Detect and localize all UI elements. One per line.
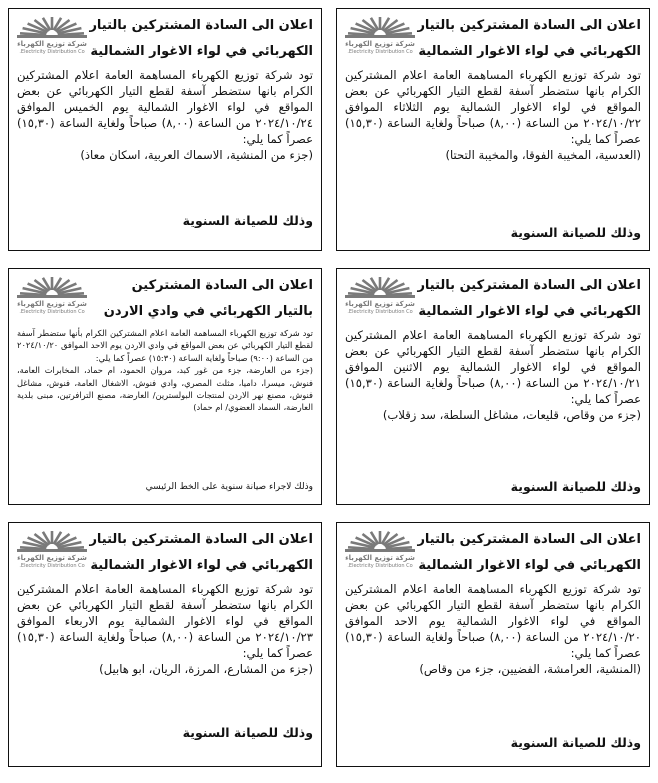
svg-text:Electricity Distribution Co.: Electricity Distribution Co. bbox=[19, 563, 85, 569]
company-logo bbox=[343, 15, 417, 55]
notice-card bbox=[336, 268, 650, 505]
notice-areas: (المنشية، العرامشة، الفضيين، جزء من وقاص) bbox=[419, 662, 641, 676]
notice-title bbox=[417, 273, 641, 325]
company-logo bbox=[15, 15, 89, 55]
notice-footer: وذلك للصيانة السنوية bbox=[510, 225, 641, 240]
notice-card bbox=[8, 8, 322, 251]
notice-footer: وذلك لاجراء صيانة سنوية على الخط الرئيسي bbox=[145, 482, 313, 492]
notice-title-line2: بالتيار الكهربائي في وادي الاردن bbox=[103, 304, 313, 319]
company-logo bbox=[15, 529, 89, 569]
svg-text:Electricity Distribution Co.: Electricity Distribution Co. bbox=[19, 49, 85, 55]
notice-title-line1: اعلان الى السادة المشتركين bbox=[131, 278, 313, 293]
notice-footer: وذلك للصيانة السنوية bbox=[510, 479, 641, 494]
notice-title-line2: الكهربائي في لواء الاغوار الشمالية bbox=[418, 558, 641, 573]
svg-text:Electricity Distribution Co.: Electricity Distribution Co. bbox=[347, 309, 413, 315]
notice-title bbox=[89, 13, 313, 65]
notice-title-line1: اعلان الى السادة المشتركين بالتيار bbox=[417, 532, 641, 547]
notice-title bbox=[417, 527, 641, 579]
notice-footer: وذلك للصيانة السنوية bbox=[510, 735, 641, 750]
notice-areas: (العدسية، المخيبة الفوقا، والمخيبة التحتا) bbox=[445, 148, 641, 162]
notice-title-line1: اعلان الى السادة المشتركين بالتيار bbox=[89, 18, 313, 33]
notice-body: تود شركة توزيع الكهرباء المساهمة العامة اعلام المشتركين الكرام بانها ستضطر آسفة لقطع التيار الكهربائي عن بعض المواقع في لواء الاغوار الشمالية يوم الثلاثاء الموافق ٢٠٢٤/١٠/٢٢ من الساعة (٨,٠٠) صباحاً ولغاية الساعة (١٥,٣٠) عصراً كما يلي: bbox=[345, 68, 641, 146]
company-logo bbox=[343, 529, 417, 569]
notice-areas: (جزء من وقاص، قليعات، مشاغل السلطة، سد زقلاب) bbox=[382, 408, 641, 422]
logo-sunburst-icon bbox=[15, 275, 89, 315]
notice-title-line2: الكهربائي في لواء الاغوار الشمالية bbox=[90, 44, 313, 59]
svg-text:شركة توزيع الكهرباء: شركة توزيع الكهرباء bbox=[345, 554, 415, 562]
notice-body: تود شركة توزيع الكهرباء المساهمة العامة اعلام المشتركين الكرام بانها ستضطر آسفة لقطع التيار الكهربائي عن بعض المواقع في لواء الاغوار الشمالية يوم الاحد الموافق ٢٠٢٤/١٠/٢٠ من الساعة (٨,٠٠) صباحاً ولغاية الساعة (١٥,٣٠) عصراً كما يلي: bbox=[345, 582, 641, 660]
notice-areas: (جزء من المنشية، الاسماك العربية، اسكان معاذ) bbox=[80, 148, 313, 162]
logo-sunburst-icon bbox=[343, 275, 417, 315]
logo-sunburst-icon bbox=[15, 15, 89, 55]
logo-sunburst-icon bbox=[343, 15, 417, 55]
notice-title bbox=[417, 13, 641, 65]
logo-sunburst-icon bbox=[15, 529, 89, 569]
notice-card bbox=[8, 268, 322, 505]
notice-title-line2: الكهربائي في لواء الاغوار الشمالية bbox=[418, 44, 641, 59]
company-logo bbox=[343, 275, 417, 315]
notice-title-line2: الكهربائي في لواء الاغوار الشمالية bbox=[90, 558, 313, 573]
svg-text:شركة توزيع الكهرباء: شركة توزيع الكهرباء bbox=[17, 554, 87, 562]
notice-body: تود شركة توزيع الكهرباء المساهمة العامة اعلام المشتركين الكرام بأنها ستضطر آسفة لقطع التيار الكهربائي عن بعض المواقع في وادي الاردن يوم الاحد الموافق ٢٠٢٤/١٠/٢٠ من الساعة (٩:٠٠) صباحاً ولغاية الساعة (١٥:٣٠) عصراً كما يلي: bbox=[17, 328, 313, 363]
svg-text:Electricity Distribution Co.: Electricity Distribution Co. bbox=[19, 309, 85, 315]
notice-card bbox=[336, 8, 650, 251]
notice-areas: (جزء من العارضة، جزء من غور كبد، مروان الحمود، ام حماد، المخابرات العامة، فنوش، ميسرا، داميا، مثلث المصري، وادي فنوش، الاشغال العامة، فنوش، مشاغل فنوش، مصنع نهر الاردن لمنتجات البولسترين/ العارضة، مصنع الترافرتين، مبنى بلدية العارضة، السماد العضوي/ ام حماد) bbox=[17, 365, 313, 413]
notice-title-line1: اعلان الى السادة المشتركين بالتيار bbox=[417, 18, 641, 33]
notice-card bbox=[8, 522, 322, 767]
svg-text:شركة توزيع الكهرباء: شركة توزيع الكهرباء bbox=[345, 40, 415, 48]
notice-title-line1: اعلان الى السادة المشتركين بالتيار bbox=[89, 532, 313, 547]
notice-card bbox=[336, 522, 650, 767]
svg-text:شركة توزيع الكهرباء: شركة توزيع الكهرباء bbox=[345, 300, 415, 308]
svg-text:Electricity Distribution Co.: Electricity Distribution Co. bbox=[347, 563, 413, 569]
notice-body: تود شركة توزيع الكهرباء المساهمة العامة اعلام المشتركين الكرام بانها ستضطر آسفة لقطع التيار الكهربائي عن بعض المواقع في لواء الاغوار الشمالية يوم الخميس الموافق ٢٠٢٤/١٠/٢٤ من الساعة (٨,٠٠) صباحاً ولغاية الساعة (١٥,٣٠) عصراً كما يلي: bbox=[17, 68, 313, 146]
notice-title-line1: اعلان الى السادة المشتركين بالتيار bbox=[417, 278, 641, 293]
notice-areas: (جزء من المشارع، المرزة، الريان، ابو هابيل) bbox=[99, 662, 313, 676]
notice-footer: وذلك للصيانة السنوية bbox=[182, 213, 313, 228]
svg-text:شركة توزيع الكهرباء: شركة توزيع الكهرباء bbox=[17, 40, 87, 48]
logo-sunburst-icon bbox=[343, 529, 417, 569]
notice-title bbox=[89, 527, 313, 579]
notice-body: تود شركة توزيع الكهرباء المساهمة العامة اعلام المشتركين الكرام بانها ستضطر آسفة لقطع التيار الكهربائي عن بعض المواقع في لواء الاغوار الشمالية يوم الاثنين الموافق ٢٠٢٤/١٠/٢١ من الساعة (٨,٠٠) صباحاً ولغاية الساعة (١٥,٣٠) عصراً كما يلي: bbox=[345, 328, 641, 406]
notice-title-line2: الكهربائي في لواء الاغوار الشمالية bbox=[418, 304, 641, 319]
notice-footer: وذلك للصيانة السنوية bbox=[182, 725, 313, 740]
svg-text:Electricity Distribution Co.: Electricity Distribution Co. bbox=[347, 49, 413, 55]
company-logo bbox=[15, 275, 89, 315]
notice-title bbox=[104, 273, 313, 325]
svg-text:شركة توزيع الكهرباء: شركة توزيع الكهرباء bbox=[17, 300, 87, 308]
notice-body: تود شركة توزيع الكهرباء المساهمة العامة اعلام المشتركين الكرام بانها ستضطر آسفة لقطع التيار الكهربائي عن بعض المواقع في لواء الاغوار الشمالية يوم الاربعاء الموافق ٢٠٢٤/١٠/٢٣ من الساعة (٨,٠٠) صباحاً ولغاية الساعة (١٥,٣٠) عصراً كما يلي: bbox=[17, 582, 313, 660]
